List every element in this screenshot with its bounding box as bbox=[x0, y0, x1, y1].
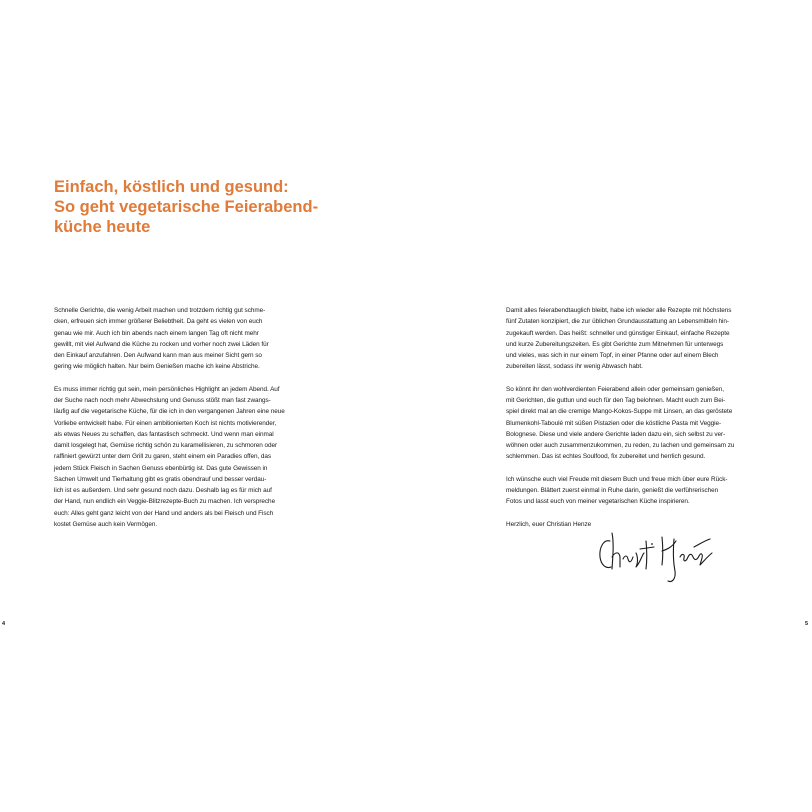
text-line: Bolognese. Diese und viele andere Gerichte laden dazu ein, sich selbst zu ver- bbox=[506, 430, 726, 438]
text-line: und vieles, was sich in nur einem Topf, in einer Pfanne oder auf einem Blech bbox=[506, 352, 719, 359]
text-line: genau wie mir. Auch ich bin abends nach einem langen Tag oft nicht mehr bbox=[54, 329, 259, 337]
text-line: cken, erfreuen sich immer größerer Beliebtheit. Da geht es vielen von euch bbox=[54, 318, 263, 326]
text-line: den Einkauf anzufahren. Den Aufwand kann man aus meiner Sicht gern so bbox=[54, 352, 262, 359]
page-number-right: 5 bbox=[805, 621, 809, 627]
heading-line: küche heute bbox=[54, 218, 151, 236]
text-line: der Hand, nun endlich ein Veggie-Blitzrezepte-Buch zu machen. Ich verspreche bbox=[54, 498, 276, 506]
text-line: jedem Stück Fleisch in Sachen Genuss ebenbürtig ist. Das gute Gewissen in bbox=[54, 464, 268, 472]
text-line: und kurze Zubereitungszeiten. Es gibt Gerichte zum Mitnehmen für unterwegs bbox=[506, 340, 724, 348]
text-line: Schnelle Gerichte, die wenig Arbeit machen und trotzdem richtig gut schme- bbox=[54, 307, 266, 314]
right-text-column bbox=[506, 305, 774, 541]
paragraph bbox=[506, 474, 774, 508]
text-line: Ich wünsche euch viel Freude mit diesem Buch und freue mich über eure Rück- bbox=[506, 475, 728, 483]
text-line: gering wie möglich halten. Nur beim Genießen mache ich keine Abstriche. bbox=[54, 363, 260, 371]
text-line: Fotos und lasst euch von meiner vegetarischen Küche inspirieren. bbox=[506, 498, 690, 506]
text-line: raffiniert gewürzt unter dem Grill zu garen, steht einem ein Paradies offen, das bbox=[54, 453, 272, 461]
text-line: damit losgelegt hat, Gemüse richtig schön zu karamellisieren, zu schmoren oder bbox=[54, 442, 278, 449]
paragraph bbox=[54, 305, 322, 373]
text-line: Es muss immer richtig gut sein, mein persönliches Highlight an jedem Abend. Auf bbox=[54, 385, 280, 393]
paragraph bbox=[54, 384, 322, 530]
text-line: wöhnen oder auch zusammenzukommen, zu reden, zu lachen und gemeinsam zu bbox=[506, 442, 735, 449]
text-line: Herzlich, euer Christian Henze bbox=[506, 520, 592, 528]
heading-line: Einfach, köstlich und gesund: bbox=[54, 178, 289, 196]
text-line: So könnt ihr den wohlverdienten Feierabend allein oder gemeinsam genießen, bbox=[506, 385, 724, 393]
page-number-left: 4 bbox=[2, 621, 6, 627]
text-line: der Suche nach noch mehr Abwechslung und Genuss stößt man fast zwangs- bbox=[54, 397, 271, 404]
paragraph bbox=[506, 384, 774, 463]
chapter-heading bbox=[54, 177, 354, 237]
handwritten-signature bbox=[596, 527, 718, 587]
text-line: Sachen Umwelt und Tierhaltung gibt es gratis obendrauf und besser verdau- bbox=[54, 475, 267, 483]
paragraph bbox=[506, 305, 774, 373]
text-line: gewillt, mit viel Aufwand die Küche zu rocken und vorher noch zwei Läden für bbox=[54, 340, 269, 348]
text-line: läufig auf die vegetarische Küche, für die ich in den vergangenen Jahren eine neue bbox=[54, 408, 285, 416]
text-line: spiel direkt mal an die cremige Mango-Kokos-Suppe mit Linsen, an das geröstete bbox=[506, 408, 733, 416]
heading-line: So geht vegetarische Feierabend- bbox=[54, 198, 319, 216]
left-text-column bbox=[54, 305, 322, 541]
text-line: zubereiten lässt, sodass ihr wenig Abwasch habt. bbox=[506, 363, 643, 371]
text-line: Blumenkohl-Taboulé mit süßen Pistazien oder die köstliche Pasta mit Veggie- bbox=[506, 419, 722, 427]
text-line: lich ist es außerdem. Und sehr gesund noch dazu. Deshalb lag es für mich auf bbox=[54, 487, 272, 494]
text-line: schlemmen. Das ist echtes Soulfood, fix zubereitet und herrlich gesund. bbox=[506, 453, 706, 461]
text-line: fünf Zutaten konzipiert, die zur üblichen Grundausstattung an Lebensmitteln hin- bbox=[506, 318, 730, 326]
text-line: zugekauft werden. Das heißt: schneller und günstiger Einkauf, einfache Rezepte bbox=[506, 329, 730, 337]
text-line: kostet Gemüse auch kein Vermögen. bbox=[54, 520, 158, 528]
text-line: euch: Alles geht ganz leicht von der Hand und anders als bei Fleisch und Fisch bbox=[54, 509, 274, 517]
text-line: als etwas Neues zu schaffen, das fantastisch schmeckt. Und wenn man einmal bbox=[54, 430, 274, 438]
text-line: Vorliebe entwickelt habe. Für einen ambitionierten Koch ist nichts motivierender, bbox=[54, 419, 277, 427]
text-line: Damit alles feierabendtauglich bleibt, habe ich wieder alle Rezepte mit höchstens bbox=[506, 307, 732, 314]
text-line: mit Gerichten, die guttun und euch für den Tag belohnen. Macht euch zum Bei- bbox=[506, 397, 726, 404]
text-line: meldungen. Blättert zuerst einmal in Ruhe darin, genießt die verführerischen bbox=[506, 487, 719, 494]
